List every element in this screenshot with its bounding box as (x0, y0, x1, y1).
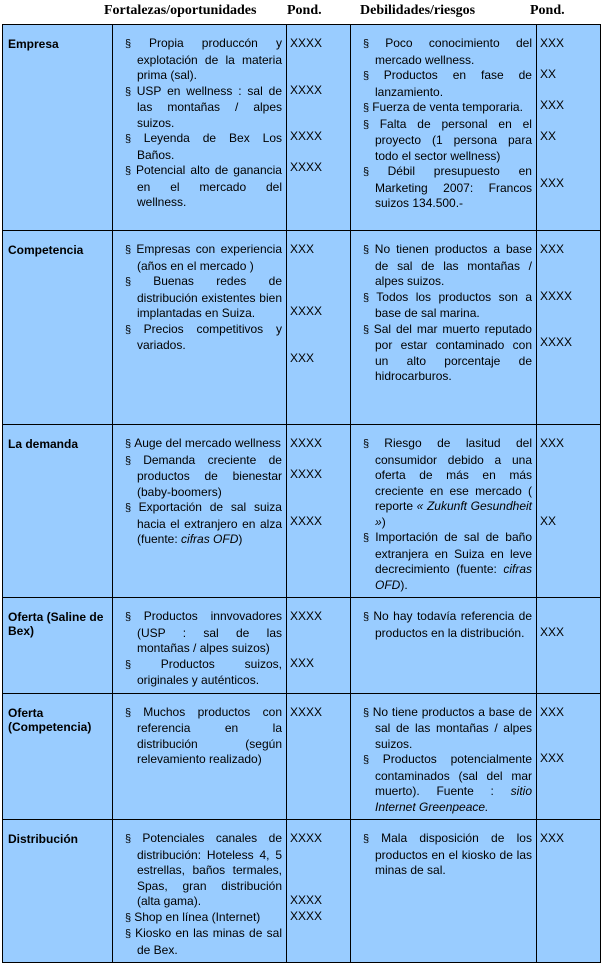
bullet-mark: § (363, 532, 376, 544)
weight-value (290, 114, 348, 130)
header-fortalezas: Fortalezas/oportunidades (104, 3, 257, 18)
pond-debilidades-cell (537, 820, 601, 963)
list-item: § Sal del mar muerto reputado por estar contaminado con un alto porcentaje de hidrocarburos. (363, 321, 532, 383)
pond-debilidades-cell (537, 693, 601, 820)
list-item: § Débil presupuesto en Marketing 2007: Francos suizos 134.500.- (363, 164, 532, 210)
pond-fortalezas-cell (287, 25, 351, 231)
weight-value (540, 736, 598, 752)
weight-value: XXXX (290, 704, 323, 719)
weight-value: XXX (290, 350, 315, 365)
list-item: § No tienen productos a base de sal de las montañas / alpes suizos. (363, 242, 532, 288)
bullet-mark: § (125, 438, 135, 450)
list-item: § Importación de sal de baño extranjera en Suiza en leve decrecimiento (fuente: cifras OFD). (363, 530, 532, 592)
weight-value (290, 320, 348, 336)
bullet-mark: § (125, 911, 135, 924)
weight-value: XXX (540, 704, 565, 719)
weight-value (540, 145, 598, 161)
list-item: § Todos los productos son a base de sal marina. (363, 289, 532, 320)
list-item: § Productos en fase de lanzamiento. (363, 68, 532, 99)
weight-value: XXX (540, 751, 565, 765)
bullet-mark: § (363, 166, 388, 178)
list-item: § Shop en línea (Internet) (125, 909, 261, 924)
list-item: § Demanda creciente de productos de bienestar (baby-boomers) (125, 452, 282, 499)
debilidades-cell (351, 820, 537, 963)
debilidades-cell (351, 598, 537, 694)
weight-value: XXX (540, 831, 565, 845)
weight-value (290, 625, 348, 641)
weight-value: XXXX (290, 831, 323, 845)
row-category: Empresa (3, 25, 113, 231)
row-category: Oferta (Saline de Bex) (3, 598, 113, 694)
swot-table (2, 24, 601, 963)
list-item: § Exportación de sal suiza hacia el extranjero en alza (fuente: cifras OFD) (125, 500, 282, 546)
weight-value (540, 483, 598, 499)
fortalezas-cell (113, 231, 287, 425)
row-category: La demanda (3, 425, 113, 598)
weight-value: XXXX (290, 609, 323, 623)
list-item: § Fuerza de venta temporaria. (363, 100, 523, 114)
weight-value: XXXX (540, 335, 573, 349)
weight-value: XXX (540, 36, 565, 50)
weight-value: XXXX (290, 304, 323, 318)
weight-value (290, 483, 348, 499)
bullet-mark: § (363, 438, 385, 450)
bullet-mark: § (125, 706, 144, 719)
weight-value (290, 640, 348, 656)
list-item: § Precios competitivos y variados. (125, 321, 282, 352)
list-item: § Mala disposición de los productos en el kiosko de las minas de sal. (363, 831, 532, 877)
weight-value: XXXX (290, 908, 323, 923)
pond-fortalezas-cell (287, 693, 351, 820)
list-item: § Auge del mercado wellness (125, 436, 281, 450)
weight-value (540, 609, 598, 625)
list-item: § No tiene productos a base de sal de las montañas / alpes suizos. (363, 704, 532, 751)
debilidades-cell (351, 25, 537, 231)
pond-fortalezas-cell (287, 231, 351, 425)
weight-value (290, 862, 348, 878)
bullet-mark: § (363, 611, 374, 623)
pond-debilidades-cell (537, 598, 601, 694)
bullet-mark: § (125, 165, 136, 177)
bullet-mark: § (125, 658, 161, 671)
weight-value (540, 320, 598, 336)
header-debilidades: Debilidades/riesgos (360, 3, 476, 18)
table-row (3, 820, 601, 963)
weight-value (290, 258, 348, 274)
weight-value (290, 67, 348, 83)
table-row (3, 425, 601, 598)
pond-debilidades-cell (537, 231, 601, 425)
list-item: § Poco conocimiento del mercado wellness. (363, 36, 532, 67)
list-item: § Productos potencialmente contaminados (sal del mar muerto). Fuente : sitio Internet Greenpeace. (363, 752, 532, 814)
weight-value (290, 98, 348, 114)
pond-fortalezas-cell (287, 820, 351, 963)
bullet-mark: § (363, 70, 384, 82)
row-category: Oferta (Competencia) (3, 693, 113, 820)
header-pond-2: Pond. (530, 3, 565, 18)
table-header (0, 0, 602, 24)
bullet-mark: § (363, 833, 382, 845)
weight-value (540, 452, 598, 468)
list-item: § Productos suizos, originales y auténticos. (125, 656, 282, 687)
weight-value (540, 304, 598, 320)
weight-value: XXXX (290, 82, 323, 97)
weight-value: XXX (540, 175, 565, 190)
bullet-mark: § (125, 454, 144, 467)
list-item: § Potenciales canales de distribución: Hoteless 4, 5 estrellas, baños termales, Spas, gran distribución (alta gama). (125, 831, 282, 908)
weight-value: XXXX (290, 467, 323, 481)
fortalezas-cell (113, 693, 287, 820)
debilidades-cell (351, 425, 537, 598)
bullet-mark: § (363, 38, 386, 50)
list-item: § Buenas redes de distribución existentes bien implantadas en Suiza. (125, 274, 282, 320)
fortalezas-cell (113, 820, 287, 963)
weight-value (540, 52, 598, 68)
weight-value: XXXX (290, 513, 323, 528)
weight-value (540, 498, 598, 514)
bullet-mark: § (125, 133, 144, 145)
weight-value: XXX (540, 624, 565, 639)
weight-value: XXXX (540, 288, 573, 303)
weight-value: XXX (540, 242, 565, 256)
weight-value (290, 878, 348, 894)
bullet-mark: § (125, 85, 137, 98)
fortalezas-cell (113, 598, 287, 694)
bullet-mark: § (363, 118, 380, 131)
weight-value (290, 289, 348, 305)
row-category: Distribución (3, 820, 113, 963)
bullet-mark: § (125, 276, 154, 288)
list-item: § Muchos productos con referencia en la distribución (según relevamiento realizado) (125, 704, 282, 766)
weight-value (290, 52, 348, 68)
weight-value (290, 145, 348, 161)
weight-value: XXX (290, 242, 315, 256)
pond-debilidades-cell (537, 425, 601, 598)
bullet-mark: § (363, 291, 377, 304)
weight-value (290, 847, 348, 863)
weight-value (540, 258, 598, 274)
weight-value (290, 273, 348, 289)
weight-value: XX (540, 67, 557, 81)
weight-value (290, 452, 348, 468)
list-item: § Potencial alto de ganancia en el mercado del wellness. (125, 163, 282, 209)
weight-value: XXXX (290, 893, 323, 907)
weight-value (540, 160, 598, 176)
weight-value: XXXX (290, 436, 323, 450)
weight-value (540, 83, 598, 99)
weight-value (540, 720, 598, 736)
bullet-mark: § (363, 754, 383, 766)
weight-value: XXX (290, 655, 315, 670)
bullet-mark: § (125, 611, 144, 623)
weight-value: XXXX (290, 160, 323, 174)
weight-value (540, 114, 598, 130)
list-item: § Riesgo de lasitud del consumidor debido a una oferta de más en más creciente en ese mercado ( reporte « Zukunft Gesundheit ») (363, 436, 532, 529)
row-category: Competencia (3, 231, 113, 425)
bullet-mark: § (363, 102, 373, 114)
bullet-mark: § (125, 244, 137, 256)
list-item: § No hay todavía referencia de productos en la distribución. (363, 609, 532, 640)
table-row (3, 25, 601, 231)
pond-fortalezas-cell (287, 425, 351, 598)
weight-value: XX (540, 513, 557, 528)
bullet-mark: § (125, 928, 136, 940)
weight-value: XX (540, 129, 557, 143)
weight-value: XXXX (290, 129, 323, 143)
debilidades-cell (351, 693, 537, 820)
list-item: § Empresas con experiencia (años en el mercado ) (125, 242, 282, 273)
fortalezas-cell (113, 425, 287, 598)
list-item: § Kiosko en las minas de sal de Bex. (125, 926, 282, 957)
table-row (3, 693, 601, 820)
header-pond-1: Pond. (287, 3, 322, 18)
weight-value (540, 273, 598, 289)
weight-value (290, 335, 348, 351)
bullet-mark: § (363, 244, 375, 256)
list-item: § Leyenda de Bex Los Baños. (125, 131, 282, 162)
list-item: § Productos innvovadores (USP : sal de las montañas / alpes suizos) (125, 609, 282, 655)
bullet-mark: § (363, 323, 374, 336)
weight-value: XXX (540, 436, 565, 450)
bullet-mark: § (363, 706, 373, 719)
table-row (3, 598, 601, 694)
list-item: § Propia produccón y explotación de la materia prima (sal). (125, 36, 282, 82)
pond-fortalezas-cell (287, 598, 351, 694)
table-row (3, 231, 601, 425)
weight-value (540, 467, 598, 483)
fortalezas-cell (113, 25, 287, 231)
pond-debilidades-cell (537, 25, 601, 231)
list-item: § Falta de personal en el proyecto (1 persona para todo el sector wellness) (363, 116, 532, 163)
debilidades-cell (351, 231, 537, 425)
list-item: § USP en wellness : sal de las montañas / alpes suizos. (125, 83, 282, 130)
weight-value: XXX (540, 98, 565, 112)
bullet-mark: § (125, 38, 149, 50)
bullet-mark: § (125, 833, 143, 845)
weight-value: XXXX (290, 36, 323, 50)
weight-value (290, 498, 348, 514)
bullet-mark: § (125, 502, 139, 514)
bullet-mark: § (125, 323, 144, 336)
